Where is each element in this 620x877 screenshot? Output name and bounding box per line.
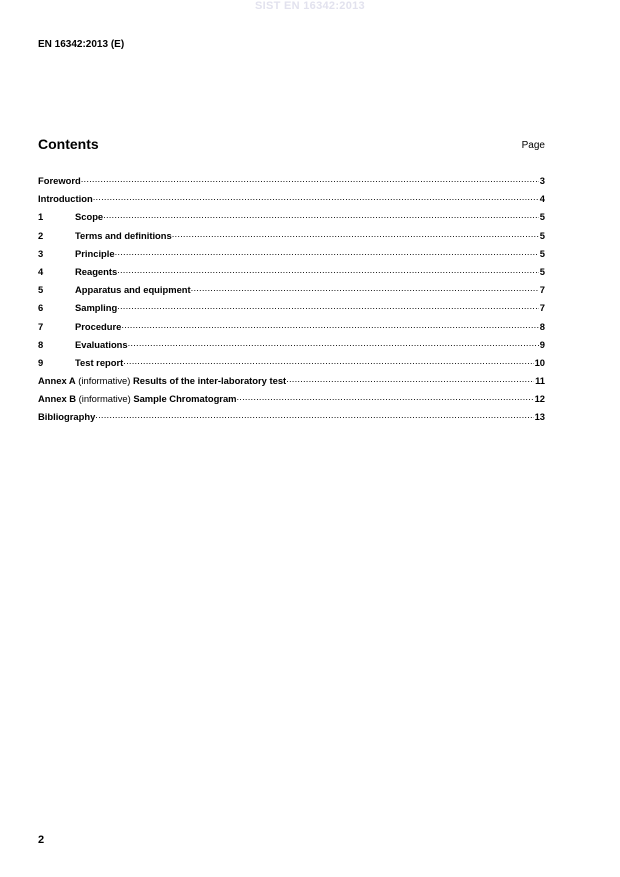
document-header: EN 16342:2013 (E) [38, 39, 125, 50]
toc-leader-dots [95, 410, 533, 420]
toc-leader-dots [93, 192, 539, 202]
toc-entry-page: 12 [534, 393, 545, 405]
toc-entry-introduction[interactable] [38, 192, 545, 210]
toc-entry-number: 3 [38, 247, 44, 259]
toc-entry-title: Sampling [75, 302, 118, 314]
toc-entry-page: 5 [539, 247, 545, 259]
toc-entry-title [38, 393, 237, 404]
toc-leader-dots [115, 247, 539, 257]
toc-entry-bibliography[interactable] [38, 410, 545, 428]
toc-entry-apparatus-and-equipment[interactable] [38, 283, 545, 301]
toc-leader-dots [123, 356, 533, 366]
toc-entry-annex-b[interactable] [38, 392, 545, 410]
toc-entry-number: 9 [38, 356, 44, 368]
toc-entry-title: Terms and definitions [75, 229, 172, 241]
toc-entry-page: 3 [539, 175, 545, 186]
page-number: 2 [38, 834, 45, 846]
toc-leader-dots [121, 320, 538, 330]
toc-entry-title: Principle [75, 247, 115, 259]
toc-entry-page: 9 [539, 338, 545, 350]
toc-entry-page: 7 [539, 284, 545, 296]
contents-title: Contents [38, 136, 99, 152]
toc-leader-dots [128, 338, 539, 348]
toc-entry-page: 13 [534, 411, 545, 423]
annex-type: (informative) [76, 393, 134, 405]
table-of-contents [38, 174, 545, 429]
toc-entry-number: 2 [38, 229, 44, 241]
toc-leader-dots [237, 392, 534, 402]
toc-entry-evaluations[interactable] [38, 338, 545, 356]
toc-entry-page: 11 [535, 375, 545, 387]
toc-entry-terms-and-definitions[interactable] [38, 229, 545, 247]
toc-leader-dots [117, 301, 539, 311]
toc-entry-annex-a[interactable] [38, 374, 545, 392]
toc-entry-title: Introduction [38, 193, 93, 205]
toc-entry-number: 6 [38, 302, 44, 314]
toc-entry-sampling[interactable] [38, 301, 545, 319]
annex-type: (informative) [75, 375, 133, 387]
toc-entry-principle[interactable] [38, 247, 545, 265]
toc-leader-dots [81, 174, 539, 184]
toc-entry-page: 8 [539, 320, 545, 332]
toc-entry-title: Foreword [38, 175, 81, 186]
annex-label: Annex B [38, 393, 77, 405]
toc-entry-number: 8 [38, 338, 44, 350]
page-column-label: Page [521, 140, 545, 151]
toc-entry-page: 5 [539, 265, 545, 277]
toc-entry-number: 7 [38, 320, 44, 332]
toc-leader-dots [103, 210, 539, 220]
toc-entry-title: Apparatus and equipment [75, 284, 191, 296]
toc-leader-dots [191, 283, 539, 293]
toc-entry-page: 10 [534, 356, 545, 368]
toc-entry-title: Reagents [75, 265, 118, 277]
toc-entry-number: 5 [38, 284, 44, 296]
annex-label: Annex A [38, 375, 76, 387]
toc-leader-dots [172, 229, 539, 239]
toc-leader-dots [117, 265, 539, 275]
toc-entry-test-report[interactable] [38, 356, 545, 374]
annex-title: Sample Chromatogram [133, 393, 237, 405]
toc-entry-number: 1 [38, 211, 44, 223]
toc-entry-page: 5 [539, 229, 545, 241]
watermark: SIST EN 16342:2013 [255, 0, 365, 12]
toc-entry-number: 4 [38, 265, 44, 277]
toc-entry-procedure[interactable] [38, 320, 545, 338]
toc-entry-title: Procedure [75, 320, 122, 332]
toc-entry-title: Scope [75, 211, 104, 223]
toc-entry-page: 4 [539, 193, 545, 205]
toc-entry-title [38, 375, 286, 386]
toc-entry-title: Bibliography [38, 411, 96, 423]
toc-entry-title: Test report [75, 356, 124, 368]
toc-entry-reagents[interactable] [38, 265, 545, 283]
toc-entry-page: 7 [539, 302, 545, 314]
toc-leader-dots [286, 374, 534, 384]
toc-entry-title: Evaluations [75, 338, 128, 350]
toc-entry-page: 5 [539, 211, 545, 223]
toc-entry-scope[interactable] [38, 210, 545, 228]
toc-entry-foreword[interactable] [38, 174, 545, 192]
annex-title: Results of the inter-laboratory test [133, 375, 287, 387]
